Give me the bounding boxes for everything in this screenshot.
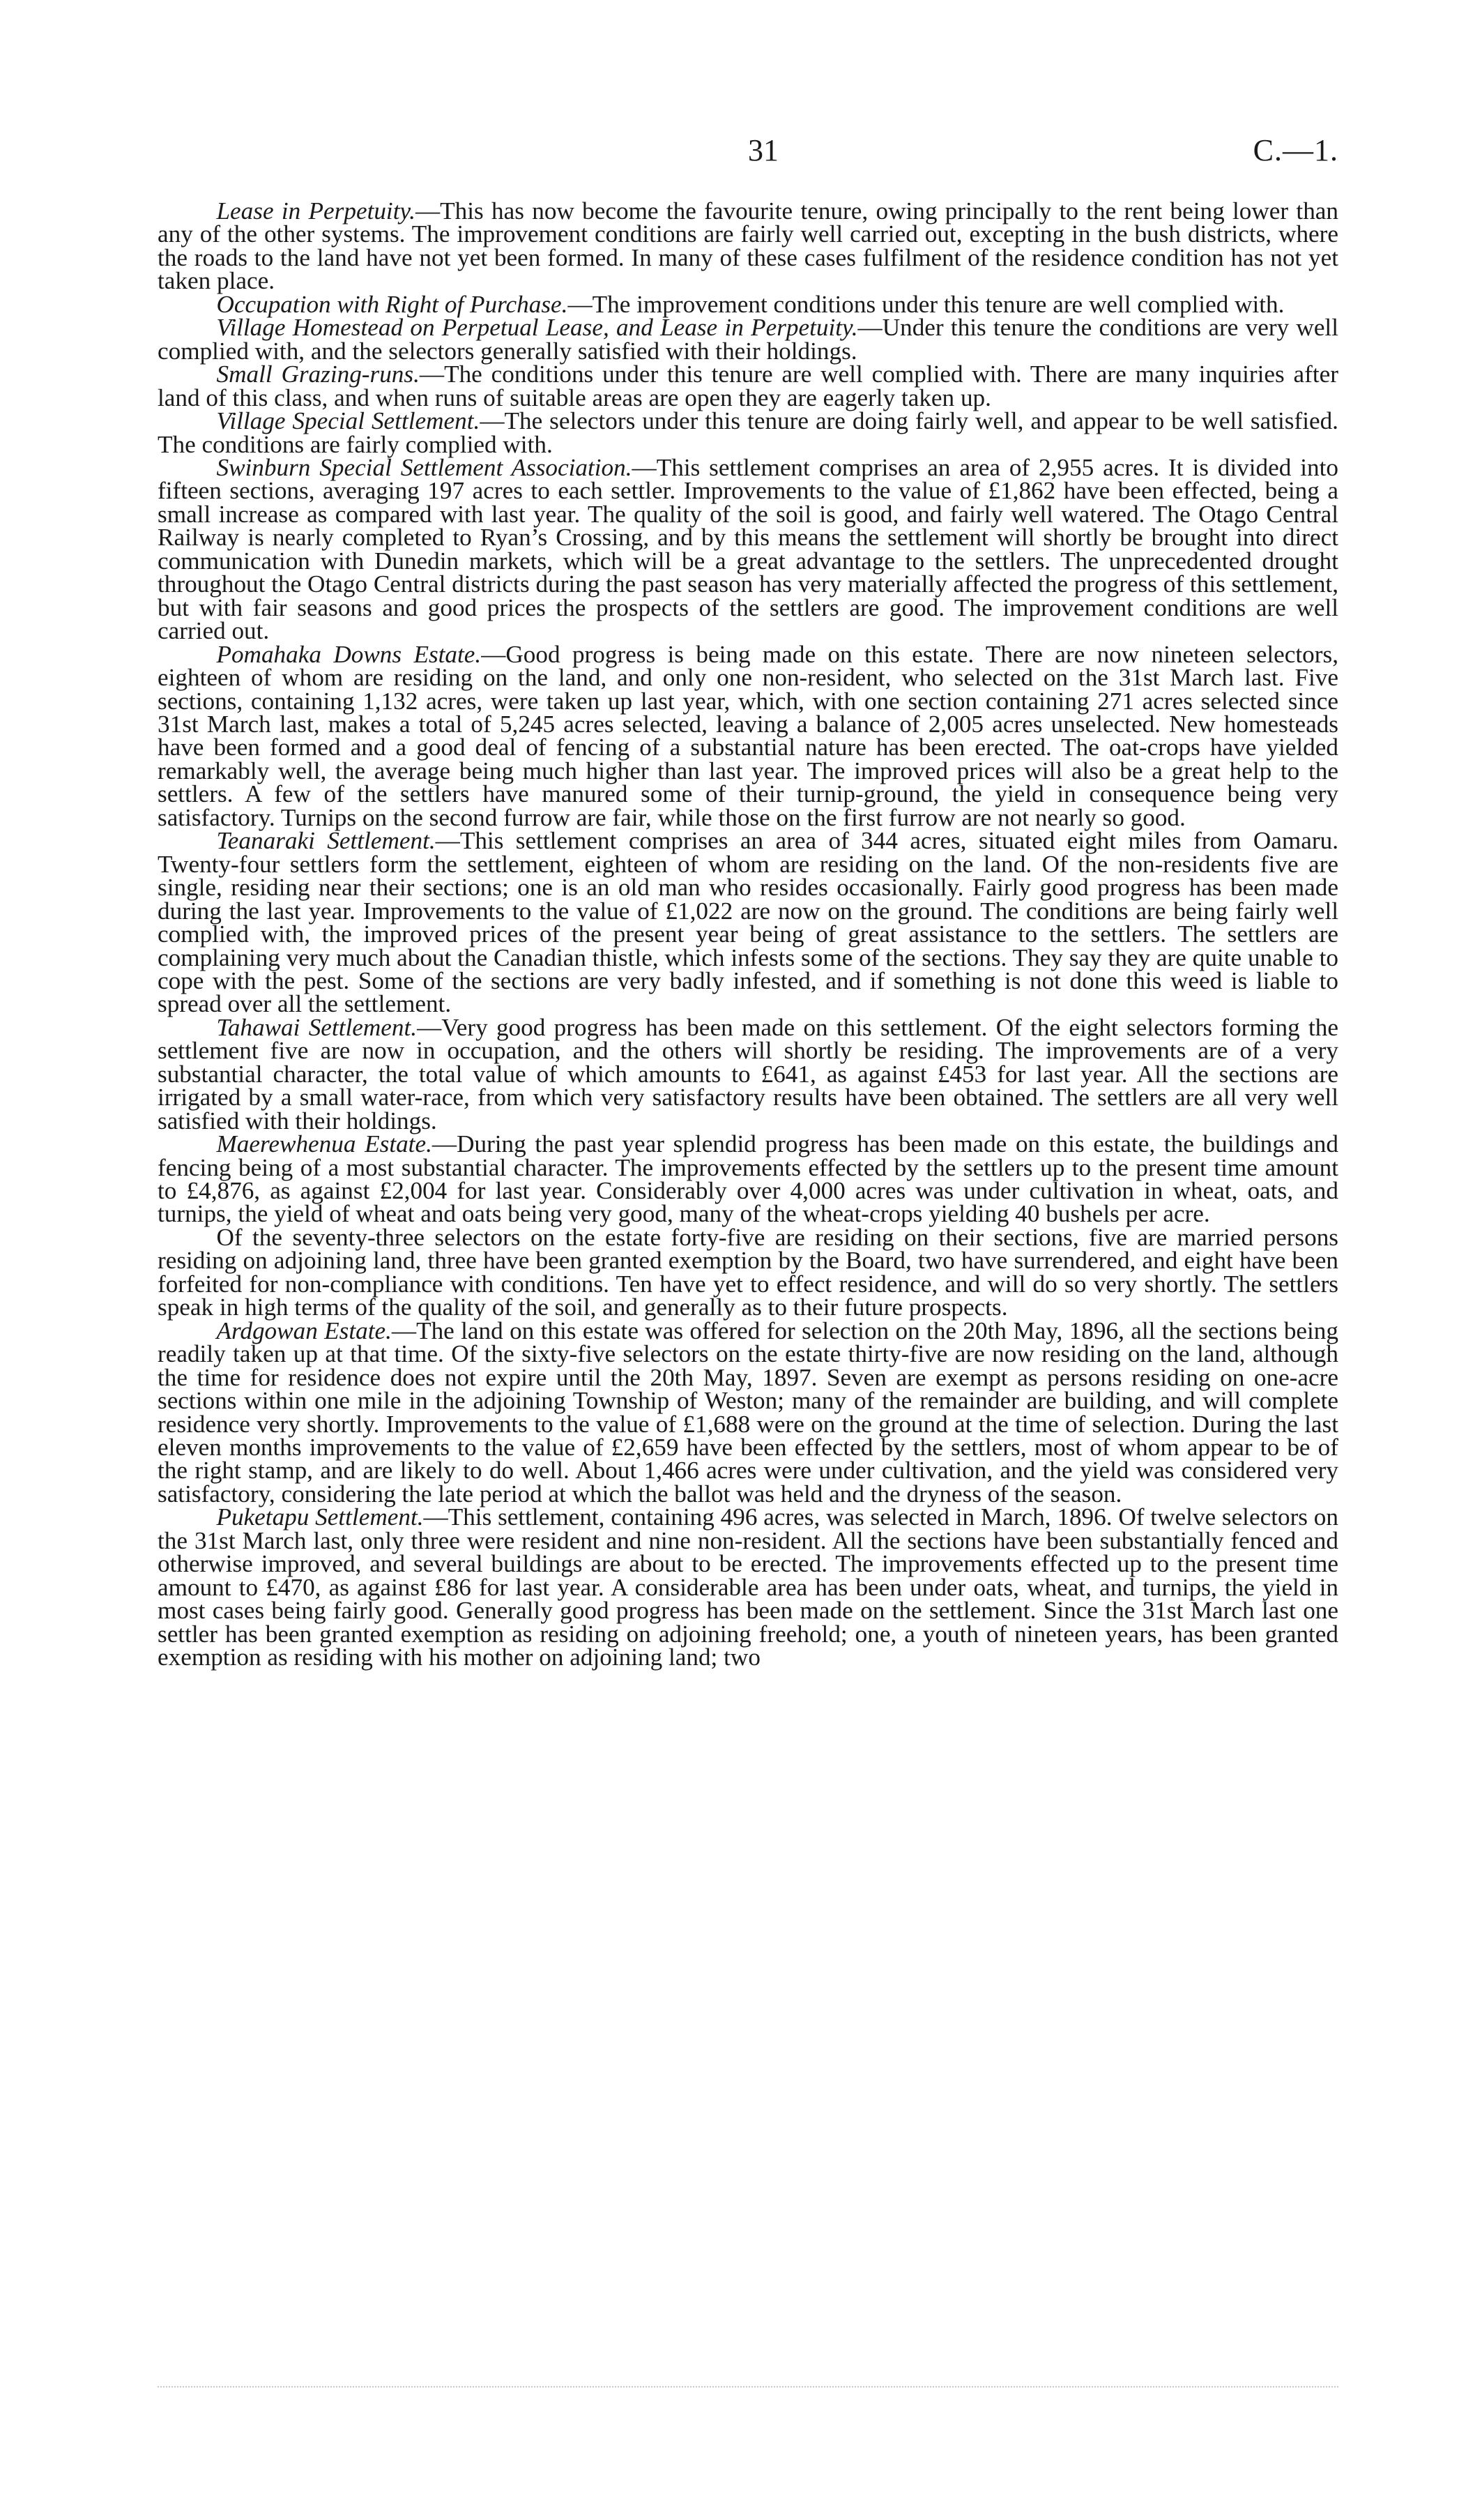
paragraph-village-special-settlement: [158, 409, 1338, 456]
section-title: Swinburn Special Settlement Association.: [216, 453, 632, 481]
section-title: Puketapu Settlement.: [216, 1503, 424, 1531]
section-title: Village Special Settlement.: [216, 407, 480, 435]
paragraph-text: —The land on this estate was offered for selection on the 20th May, 1896, all the sections being readily taken up at that time. Of the sixty-five selectors on the estate thirty-five are now residing on the land, although the time for residence does not expire until the 20th May, 1897. Seven are exempt as persons residing on one-acre sections within one mile in the adjoining Township of Weston; many of the remainder are building, and will complete residence very shortly. Improvements to the value of £1,688 were on the ground at the time of selection. During the last eleven months improvements to the value of £2,659 have been effected by the settlers, most of whom appear to be of the right stamp, and are likely to do well. About 1,466 acres were under cultivation, and the yield was considered very satisfactory, considering the late period at which the ballot was held and the dryness of the season.: [158, 1316, 1338, 1508]
paragraph-occupation-right-of-purchase: [158, 290, 1338, 318]
section-title: Maerewhenua Estate.: [216, 1130, 432, 1158]
paragraph-puketapu-settlement: [158, 1505, 1338, 1669]
section-title: Occupation with Right of Purchase.: [216, 290, 568, 318]
document-reference: C.—1.: [1253, 133, 1338, 167]
paragraph-text: —The conditions under this tenure are well complied with. There are many inquiries after land of this class, and when runs of suitable areas are open they are eagerly taken up.: [158, 360, 1338, 411]
paragraph-text: —This settlement, containing 496 acres, was selected in March, 1896. Of twelve selectors on the 31st March last, only three were resident and nine non-resident. All the sections have been substantially fenced and otherwise improved, and several buildings are about to be erected. The improvements effected up to the present time amount to £470, as against £86 for last year. A considerable area has been under oats, wheat, and turnips, the yield in most cases being fairly good. Generally good progress has been made on the settlement. Since the 31st March last one settler has been granted exemption as residing on adjoining freehold; one, a youth of nineteen years, has been granted exemption as residing with his mother on adjoining land; two: [158, 1503, 1338, 1671]
paragraph-maerewhenua-selectors: [158, 1223, 1338, 1321]
paragraph-teanaraki-settlement: [158, 829, 1338, 1016]
paragraph-village-homestead: [158, 316, 1338, 363]
section-title: Ardgowan Estate.: [216, 1316, 392, 1344]
paragraph-swinburn-settlement: [158, 453, 1338, 645]
section-title: Tahawai Settlement.: [216, 1013, 418, 1041]
paragraph-text: —During the past year splendid progress has been made on this estate, the buildings and fencing being of a most substantial character. The improvements effected by the settlers up to the present time amount to £4,876, as against £2,004 for last year. Considerably over 4,000 acres was under cultivation in wheat, oats, and turnips, the yield of wheat and oats being very good, many of the wheat-crops yielding 40 bushels per acre.: [158, 1130, 1338, 1228]
section-title: Village Homestead on Perpetual Lease, and Lease in Perpetuity.: [216, 314, 858, 342]
body-text: [158, 199, 1338, 1669]
paragraph-text: —The selectors under this tenure are doing fairly well, and appear to be well satisfied. The conditions are fairly complied with.: [158, 407, 1338, 458]
paragraph-text: —Under this tenure the conditions are very well complied with, and the selectors generally satisfied with their holdings.: [158, 314, 1338, 365]
section-title: Small Grazing-runs.: [216, 360, 420, 388]
paragraph-small-grazing-runs: [158, 360, 1338, 411]
paragraph-lease-in-perpetuity: [158, 199, 1338, 293]
paragraph-text: —Very good progress has been made on this settlement. Of the eight selectors forming the settlement five are now in occupation, and the others will shortly be residing. The improvements are of a very substantial character, the total value of which amounts to £641, as against £453 for last year. All the sections are irrigated by a small water-race, from which very satisfactory results have been obtained. The settlers are all very well satisfied with their holdings.: [158, 1013, 1338, 1134]
paragraph-text: —This has now become the favourite tenure, owing principally to the rent being lower than any of the other systems. The improvement conditions are fairly well carried out, excepting in the bush districts, where the roads to the land have not yet been formed. In many of these cases fulfilment of the residence condition has not yet taken place.: [158, 197, 1338, 295]
section-title: Teanaraki Settlement.: [216, 827, 436, 855]
footer-divider: [158, 2386, 1338, 2388]
paragraph-text: —This settlement comprises an area of 344 acres, situated eight miles from Oamaru. Twenty-four settlers form the settlement, eighteen of whom are residing on the land. Of the non-residents five are single, residing near their sections; one is an old man who resides occasionally. Fairly good progress has been made during the last year. Improvements to the value of £1,022 are now on the ground. The conditions are being fairly well complied with, the improved prices of the present year being of great assistance to the settlers. The settlers are complaining very much about the Canadian thistle, which infests some of the sections. They say they are quite unable to cope with the pest. Some of the sections are very badly infested, and if something is not done this weed is liable to spread over all the settlement.: [158, 827, 1338, 1018]
page-header: [188, 132, 1338, 188]
paragraph-text: —This settlement comprises an area of 2,955 acres. It is divided into fifteen sections, averaging 197 acres to each settler. Improvements to the value of £1,862 have been effected, being a small increase as compared with last year. The quality of the soil is good, and fairly well watered. The Otago Central Railway is nearly completed to Ryan’s Crossing, and by this means the settlement will shortly be brought into direct communication with Dunedin markets, which will be a great advantage to the settlers. The unprecedented drought throughout the Otago Central districts during the past season has very materially affected the progress of this settlement, but with fair seasons and good prices the prospects of the settlers are good. The improvement conditions are well carried out.: [158, 453, 1338, 645]
paragraph-pomahaka-downs: [158, 640, 1338, 831]
paragraph-tahawai-settlement: [158, 1013, 1338, 1134]
paragraph-text: —Good progress is being made on this estate. There are now nineteen selectors, eighteen of whom are residing on the land, and only one non-resident, who selected on the 31st March last. Five sections, containing 1,132 acres, were taken up last year, which, with one section containing 271 acres selected since 31st March last, makes a total of 5,245 acres selected, leaving a balance of 2,005 acres unselected. New homesteads have been formed and a good deal of fencing of a substantial nature has been erected. The oat-crops have yielded remarkably well, the average being much higher than last year. The improved prices will also be a great help to the settlers. A few of the settlers have manured some of their turnip-ground, the yield in consequence being very satisfactory. Turnips on the second furrow are fair, while those on the first furrow are not nearly so good.: [158, 640, 1338, 831]
paragraph-text: Of the seventy-three selectors on the estate forty-five are residing on their sections, five are married persons residing on adjoining land, three have been granted exemption by the Board, two have surrendered, and eight have been forfeited for non-compliance with conditions. Ten have yet to effect residence, and will do so very shortly. The settlers speak in high terms of the quality of the soil, and generally as to their future prospects.: [158, 1223, 1338, 1321]
paragraph-ardgowan-estate: [158, 1316, 1338, 1508]
page-number: 31: [748, 133, 779, 167]
section-title: Pomahaka Downs Estate.: [216, 640, 482, 668]
section-title: Lease in Perpetuity.: [216, 197, 415, 225]
paragraph-maerewhenua-estate: [158, 1132, 1338, 1226]
paragraph-text: —The improvement conditions under this tenure are well complied with.: [567, 290, 1285, 318]
